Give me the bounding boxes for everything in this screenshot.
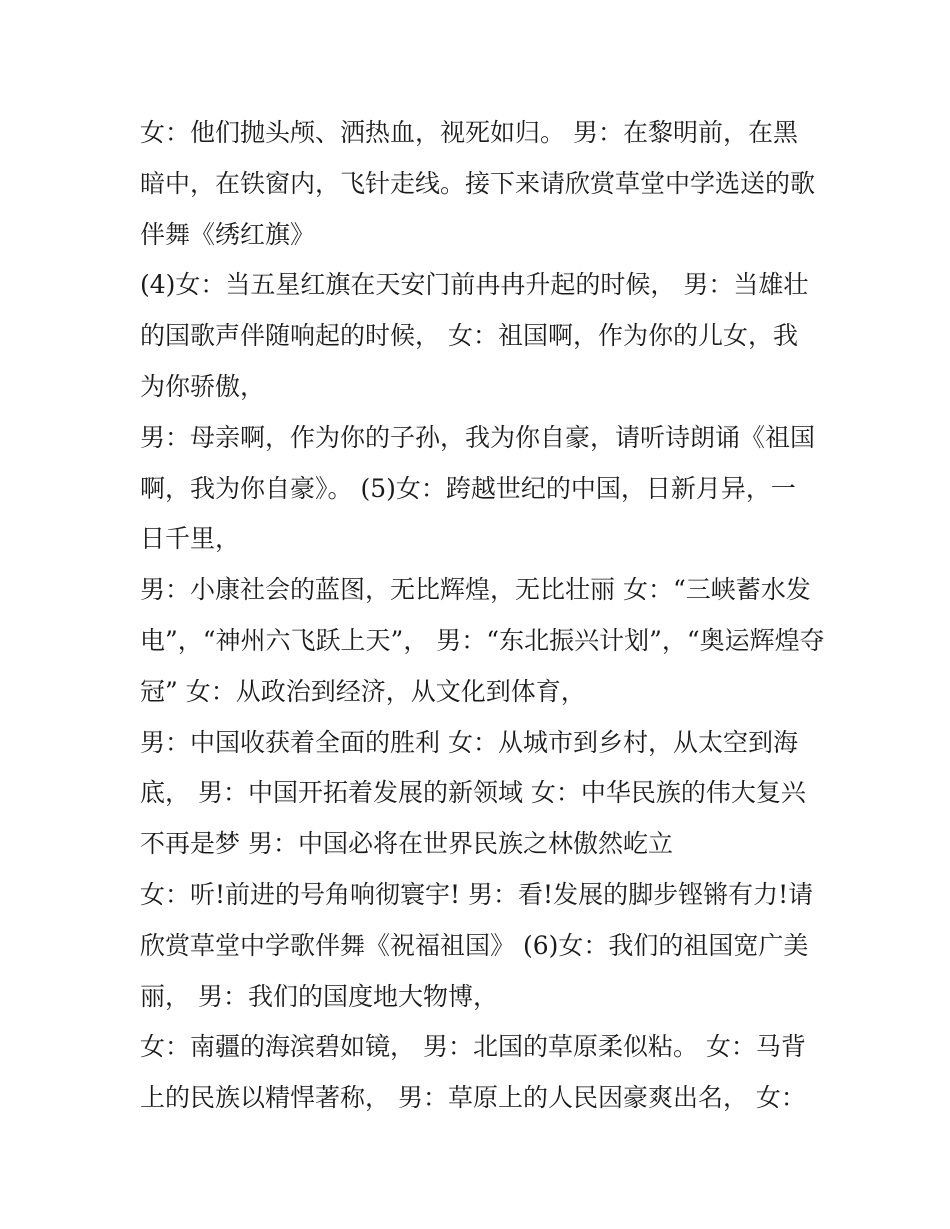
text-line: 丽， 男：我们的国度地大物博， — [140, 981, 498, 1011]
text-line: 伴舞《绣红旗》 — [140, 219, 316, 249]
text-line: 啊，我为你自豪》。 (5)女：跨越世纪的中国，日新月异，一 — [140, 473, 796, 503]
document-body — [140, 108, 825, 1124]
text-line: 日千里， — [140, 524, 241, 554]
text-line: (4)女：当五星红旗在天安门前冉冉升起的时候， 男：当雄壮 — [140, 270, 809, 300]
text-line: 女：听!前进的号角响彻寰宇! 男：看!发展的脚步铿锵有力!请 — [140, 879, 814, 909]
text-line: 为你骄傲， — [140, 371, 266, 401]
text-line: 的国歌声伴随响起的时候， 女：祖国啊，作为你的儿女，我 — [140, 321, 798, 351]
text-line: 不再是梦 男：中国必将在世界民族之林傲然屹立 — [140, 829, 673, 859]
text-line: 电”，“神州六飞跃上天”， 男：“东北振兴计划”，“奥运辉煌夺 — [140, 625, 825, 655]
text-line: 底， 男：中国开拓着发展的新领域 女：中华民族的伟大复兴 — [140, 778, 806, 808]
text-line: 暗中，在铁窗内，飞针走线。接下来请欣赏草堂中学选送的歌 — [140, 168, 816, 198]
text-line: 女：他们抛头颅、洒热血，视死如归。 男：在黎明前，在黑 — [140, 118, 798, 147]
text-line: 男：母亲啊，作为你的子孙，我为你自豪，请听诗朗诵《祖国 — [140, 422, 816, 452]
text-line: 女：南疆的海滨碧如镜， 男：北国的草原柔似粘。 女：马背 — [140, 1032, 806, 1062]
text-line: 上的民族以精悍著称， 男：草原上的人民因豪爽出名， 女： — [140, 1083, 806, 1113]
text-line: 冠” 女：从政治到经济，从文化到体育， — [140, 676, 586, 706]
text-line: 欣赏草堂中学歌伴舞《祝福祖国》 (6)女：我们的祖国宽广美 — [140, 930, 809, 960]
text-line: 男：中国收获着全面的胜利 女：从城市到乡村，从太空到海 — [140, 727, 798, 757]
text-line: 男：小康社会的蓝图，无比辉煌，无比壮丽 女：“三峡蓄水发 — [140, 575, 811, 605]
